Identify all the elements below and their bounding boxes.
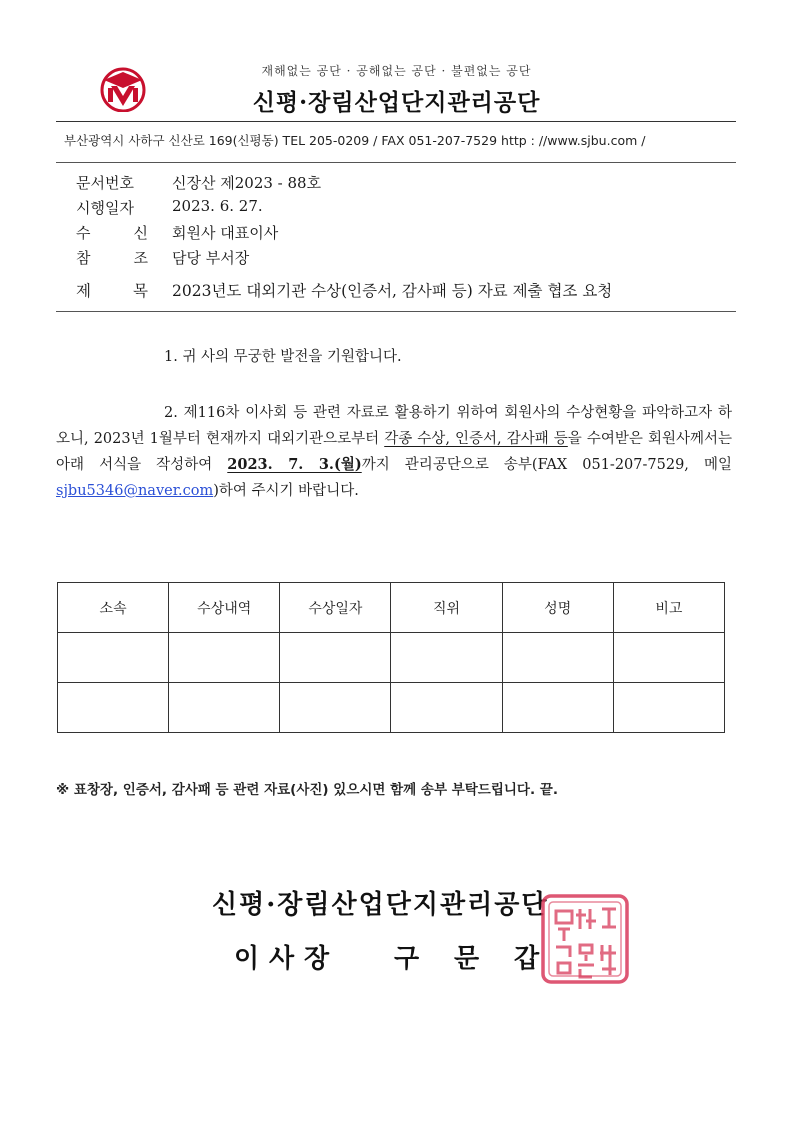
header-award-details: 수상내역 — [169, 583, 280, 633]
table-cell — [502, 633, 613, 683]
slogan: 재해없는 공단 · 공해없는 공단 · 불편없는 공단 — [261, 64, 532, 78]
header-name: 성명 — [502, 583, 613, 633]
table-cell — [391, 683, 502, 733]
award-submission-table — [57, 582, 725, 733]
table-header-row — [58, 583, 725, 633]
reference-value: 담당 부서장 — [172, 249, 250, 267]
table-cell — [58, 683, 169, 733]
date-value: 2023. 6. 27. — [172, 197, 263, 215]
signature-chairman: 이 사 장 구 문 갑 — [234, 944, 540, 974]
table-cell — [58, 633, 169, 683]
organization-title: 신평·장림산업단지관리공단 — [252, 89, 541, 116]
date-label: 시행일자 — [76, 199, 134, 217]
header-affiliation: 소속 — [58, 583, 169, 633]
official-seal-icon — [540, 893, 630, 985]
recipient-label: 수 신 — [76, 224, 148, 242]
doc-number-value: 신장산 제2023 - 88호 — [172, 174, 322, 192]
table-row — [58, 633, 725, 683]
table-cell — [613, 683, 724, 733]
subject-value: 2023년도 대외기관 수상(인증서, 감사패 등) 자료 제출 협조 요청 — [172, 282, 613, 300]
recipient-value: 회원사 대표이사 — [172, 224, 279, 242]
address-divider — [56, 162, 736, 163]
paragraph-greeting: 1. 귀 사의 무궁한 발전을 기원합니다. — [164, 349, 402, 365]
table-cell — [280, 683, 391, 733]
table-cell — [169, 683, 280, 733]
email-link[interactable]: sjbu5346@naver.com — [56, 483, 214, 499]
header-divider — [56, 121, 736, 122]
underlined-items: 각종 수상, 인증서, 감사패 등 — [384, 431, 568, 447]
table-cell — [169, 633, 280, 683]
header-position: 직위 — [391, 583, 502, 633]
paragraph-request: 2. 제116차 이사회 등 관련 자료로 활용하기 위하여 회원사의 수상현황을 파악하고자 하오니, 2023년 1월부터 현재까지 대외기관으로부터 각종 수상, 인증서, 감사패 등을 수여받은 회원사께서는 아래 서식을 작성하여 2023. 7. 3.(월)까지 관리공단으로 송부(FAX 051-207-7529, 메일 sjbu5346@naver.com)하여 주시기 바랍니다. — [56, 405, 733, 499]
header-remarks: 비고 — [613, 583, 724, 633]
subject-label: 제 목 — [76, 282, 148, 300]
doc-number-label: 문서번호 — [76, 174, 134, 192]
header-award-date: 수상일자 — [280, 583, 391, 633]
subject-divider — [56, 311, 736, 312]
table-cell — [280, 633, 391, 683]
table-cell — [613, 633, 724, 683]
table-cell — [502, 683, 613, 733]
contact-address: 부산광역시 사하구 신산로 169(신평동) TEL 205-0209 / FAX 051-207-7529 http : //www.sjbu.com / — [64, 133, 646, 148]
table-row — [58, 683, 725, 733]
table-cell — [391, 633, 502, 683]
reference-label: 참 조 — [76, 249, 148, 267]
closing-note: ※ 표창장, 인증서, 감사패 등 관련 자료(사진) 있으시면 함께 송부 부탁드립니다. 끝. — [56, 782, 558, 798]
deadline-date: 2023. 7. 3.(월) — [227, 456, 362, 473]
signature-organization: 신평·장림산업단지관리공단 — [212, 890, 549, 920]
